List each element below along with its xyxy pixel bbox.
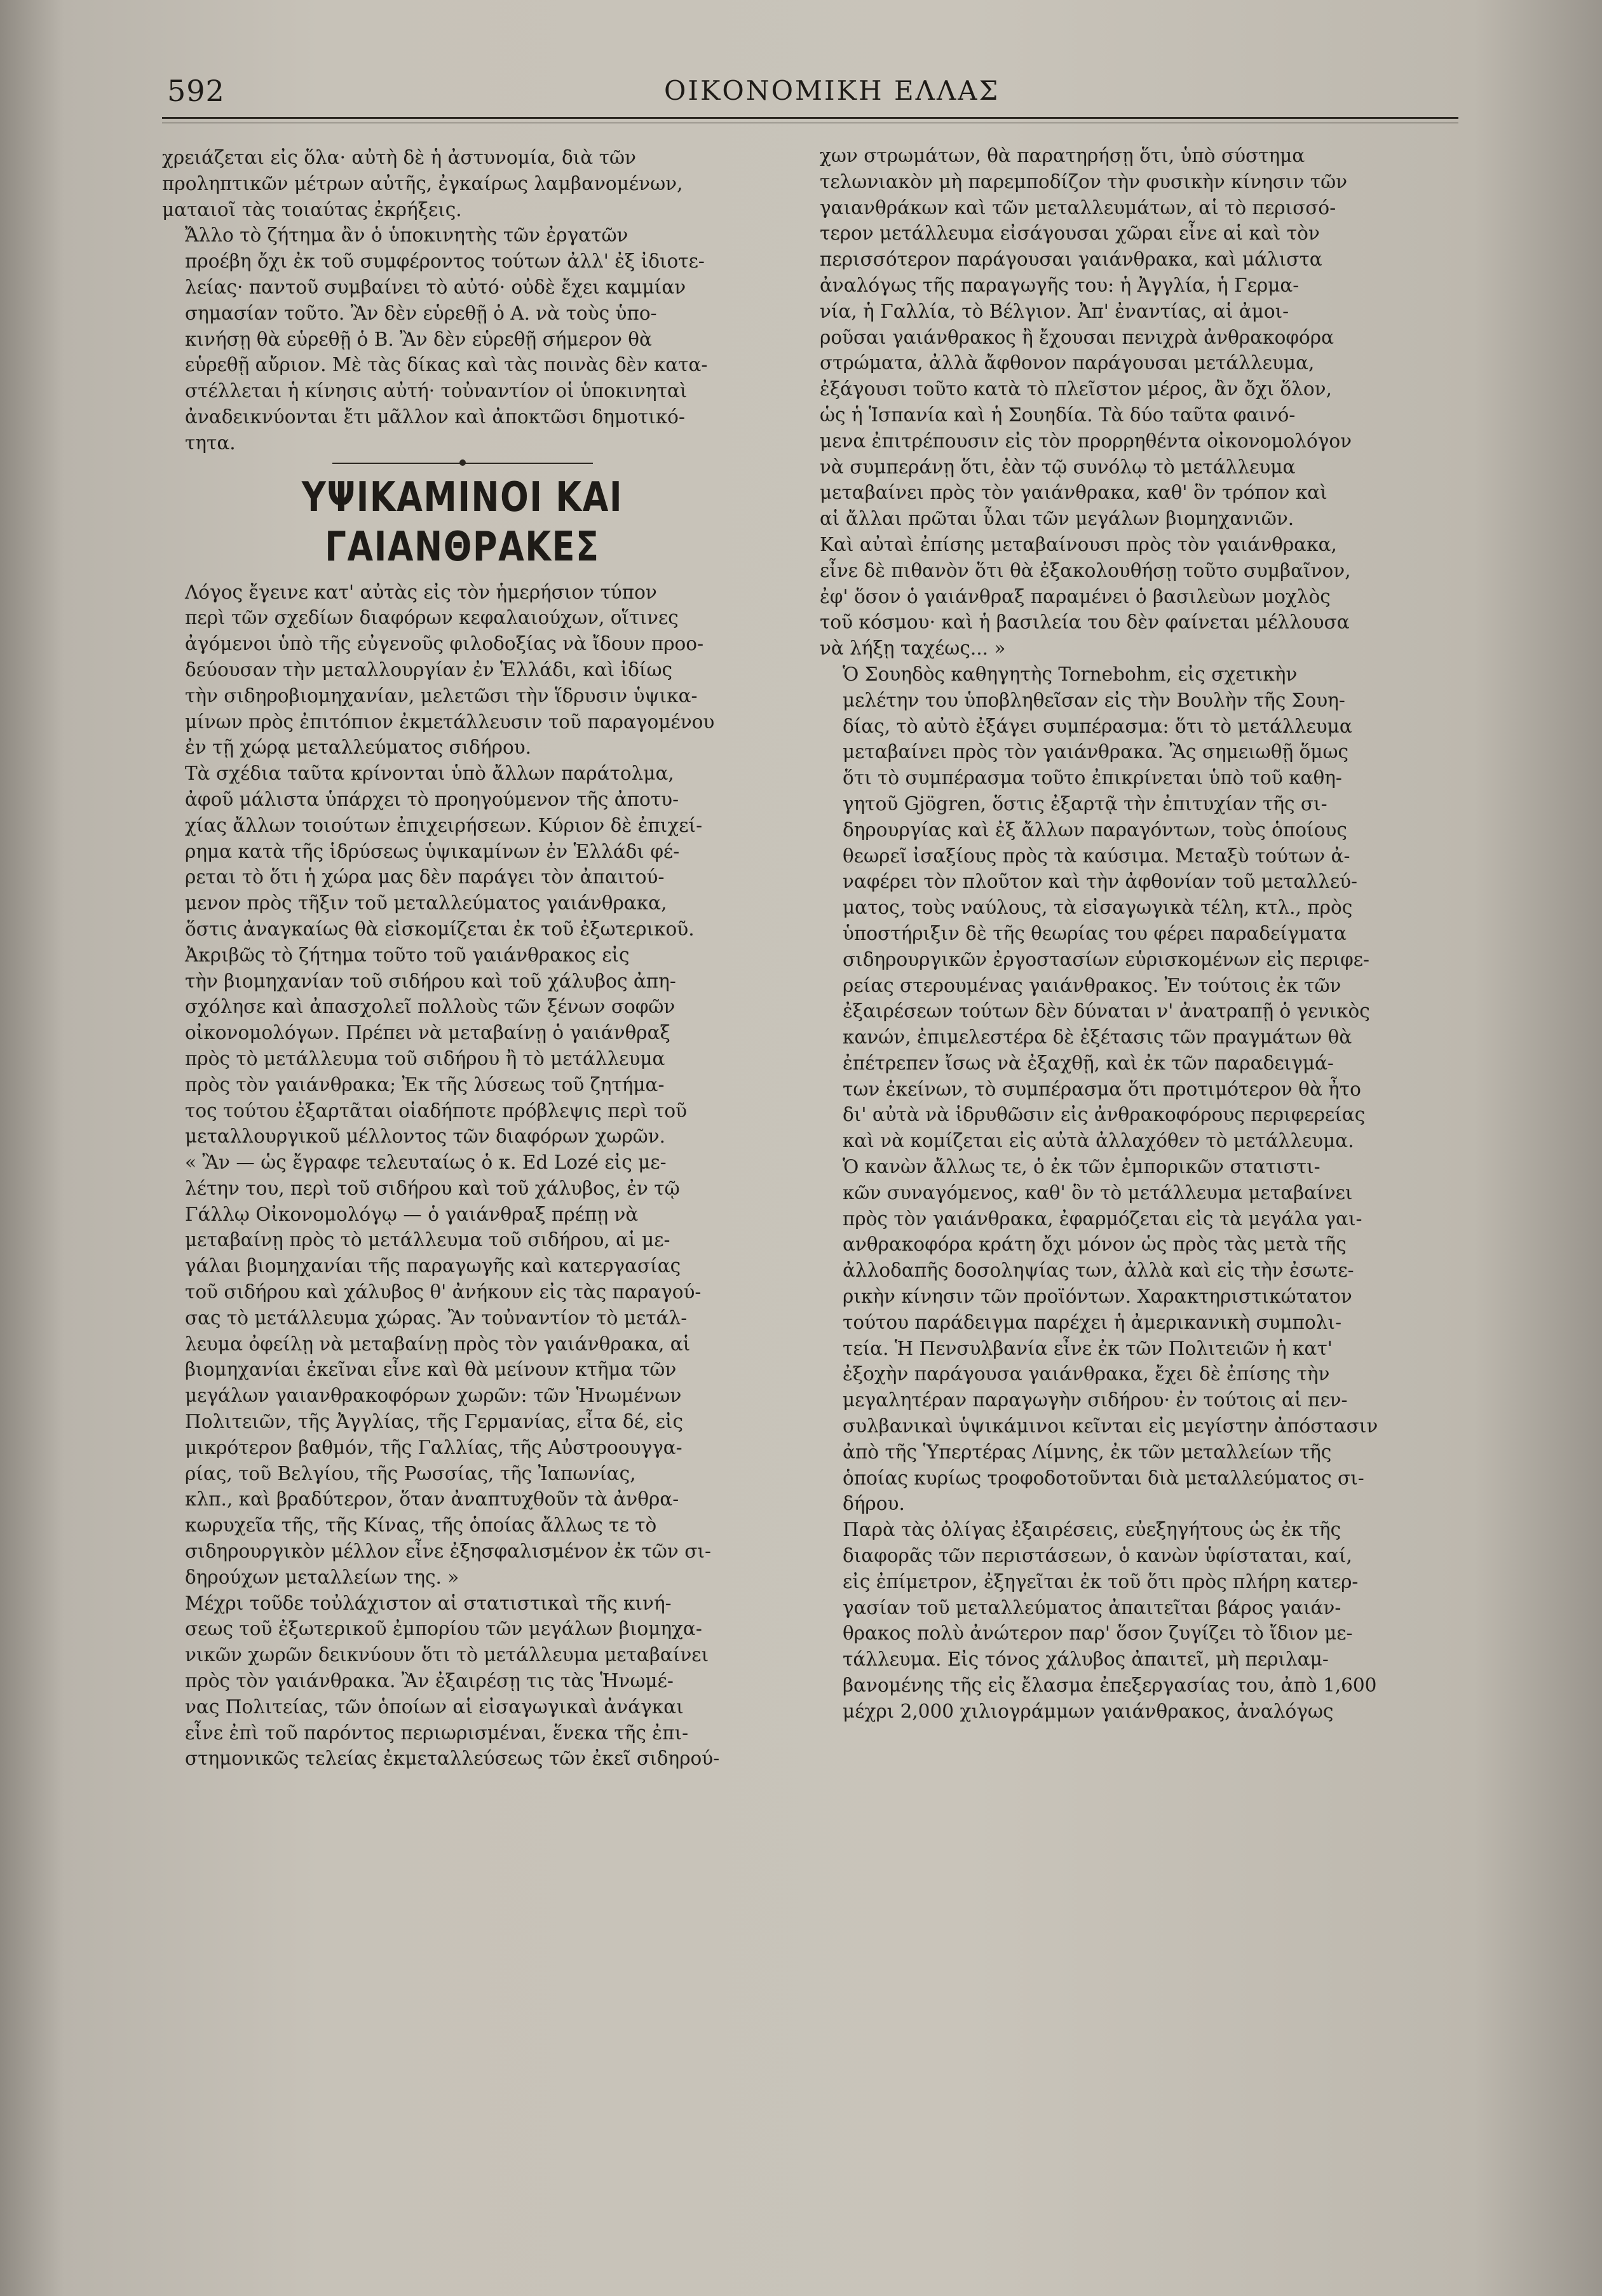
text-line: ὡς ἡ Ἱσπανία καὶ ἡ Σουηδία. Τὰ δύο ταῦτα φαινό-	[820, 404, 1296, 426]
text-line: τελωνιακὸν μὴ παρεμποδίζον τὴν φυσικὴν κίνησιν τῶν	[820, 170, 1348, 193]
text-line: δίας, τὸ αὐτὸ ἐξάγει συμπέρασμα: ὅτι τὸ μετάλλευμα	[843, 715, 1352, 737]
text-line: νὰ λήξῃ ταχέως... »	[820, 637, 1006, 660]
paragraph	[162, 942, 763, 1591]
text-line: ὁποίας κυρίως τροφοδοτοῦνται διὰ μεταλλεύματος σι-	[843, 1467, 1364, 1489]
text-line: ὅστις ἀναγκαίως θὰ εἰσκομίζεται ἐκ τοῦ ἐξωτερικοῦ.	[185, 918, 695, 940]
text-line: πρὸς τὸ μετάλλευμα τοῦ σιδήρου ἢ τὸ μετάλλευμα	[185, 1047, 665, 1070]
text-line: λευμα ὀφείλῃ νὰ μεταβαίνῃ πρὸς τὸν γαιάνθρακα, αἱ	[185, 1333, 691, 1355]
page-number: 592	[167, 74, 225, 108]
text-line: ροῦσαι γαιάνθρακος ἢ ἔχουσαι πενιχρὰ ἀνθρακοφόρα	[820, 326, 1334, 348]
text-line: περὶ τῶν σχεδίων διαφόρων κεφαλαιούχων, οἵτινες	[185, 607, 679, 629]
text-line: ἐξαιρέσεων τούτων δὲν δύναται ν' ἀνατραπῇ ὁ γενικὸς	[843, 1000, 1370, 1022]
text-line: πρὸς τὸν γαιάνθρακα; Ἐκ τῆς λύσεως τοῦ ζητήμα-	[185, 1073, 665, 1096]
text-line: τητα.	[185, 431, 236, 454]
text-line: ρείας στερουμένας γαιάνθρακος. Ἐν τούτοις ἐκ τῶν	[843, 974, 1341, 996]
text-line: κωρυχεῖα τῆς, τῆς Κίνας, τῆς ὁποίας ἄλλως τε τὸ	[185, 1514, 657, 1537]
text-line: χων στρωμάτων, θὰ παρατηρήσῃ ὅτι, ὑπὸ σύστημα	[820, 145, 1305, 166]
text-line: σιδηρουργικῶν ἐργοστασίων εὑρισκομένων εἰς περιφε-	[843, 948, 1369, 970]
text-line: μεγαλητέραν παραγωγὴν σιδήρου· ἐν τούτοις αἱ πεν-	[843, 1389, 1348, 1411]
text-line: μενα ἐπιτρέπουσιν εἰς τὸν προρρηθέντα οἰκονομολόγον	[820, 430, 1352, 452]
text-line: ἐπέτρεπεν ἴσως νὰ ἐξαχθῇ, καὶ ἐκ τῶν παραδειγμά-	[843, 1052, 1334, 1074]
text-line: ἐξοχὴν παράγουσα γαιάνθρακα, ἔχει δὲ ἐπίσης τὴν	[843, 1363, 1330, 1385]
running-title: ΟΙΚΟΝΟΜΙΚΗ ΕΛΛΑΣ	[664, 75, 1000, 106]
text-line: Μέχρι τοῦδε τοὐλάχιστον αἱ στατιστικαὶ τῆς κινή-	[185, 1592, 672, 1614]
paragraph	[162, 761, 763, 942]
text-line: μεταβαίνει πρὸς τὸν γαιάνθρακα, καθ' ὃν τρόπον καὶ	[820, 482, 1327, 504]
text-line: χρειάζεται εἰς ὅλα· αὐτὴ δὲ ἡ ἀστυνομία, διὰ τῶν	[162, 147, 636, 168]
text-line: θρακος πολὺ ἀνώτερον παρ' ὅσον ζυγίζει τὸ ἴδιον με-	[843, 1622, 1353, 1645]
text-line: των ἐκείνων, τὸ συμπέρασμα ὅτι προτιμότερον θὰ ἦτο	[843, 1078, 1361, 1100]
text-line: τὴν βιομηχανίαν τοῦ σιδήρου καὶ τοῦ χάλυβος ἀπη-	[185, 970, 676, 992]
text-line: δήρου.	[843, 1493, 905, 1515]
text-line: στέλλεται ἡ κίνησις αὐτή· τοὐναντίον οἱ ὑποκινηταὶ	[185, 380, 688, 402]
text-line: διαφορᾶς τῶν περιστάσεων, ὁ κανὼν ὑφίσταται, καί,	[843, 1545, 1352, 1567]
page-header	[162, 69, 1458, 113]
text-line: βιομηχανίαι ἐκεῖναι εἶνε καὶ θὰ μείνουν κτῆμα τῶν	[185, 1359, 677, 1381]
text-line: σιδηρουργικὸν μέλλον εἶνε ἐξησφαλισμένον ἐκ τῶν σι-	[185, 1540, 711, 1563]
text-line: δηρούχων μεταλλείων της. »	[185, 1566, 459, 1588]
text-line: ἀναδεικνύονται ἔτι μᾶλλον καὶ ἀποκτῶσι δημοτικό-	[185, 405, 685, 428]
text-line: καὶ νὰ κομίζεται εἰς αὐτὰ ἀλλαχόθεν τὸ μετάλλευμα.	[843, 1130, 1354, 1152]
text-line: ἐν τῇ χώρᾳ μεταλλεύματος σιδήρου.	[185, 737, 532, 759]
paragraph	[162, 1591, 763, 1772]
text-line: στημονικῶς τελείας ἐκμεταλλεύσεως τῶν ἐκεῖ σιδηρού-	[185, 1748, 720, 1770]
text-line: γαιανθράκων καὶ τῶν μεταλλευμάτων, αἱ τὸ περισσό-	[820, 196, 1336, 219]
text-line: Ὁ Σουηδὸς καθηγητὴς Tornebohm, εἰς σχετικὴν	[843, 663, 1298, 685]
paragraph	[820, 1517, 1455, 1724]
text-line: αἱ ἄλλαι πρῶται ὗλαι τῶν μεγάλων βιομηχανιῶν.	[820, 508, 1294, 530]
text-line: τούτου παράδειγμα παρέχει ἡ ἀμερικανικὴ συμπολι-	[843, 1311, 1342, 1333]
text-line: Ἀκριβῶς τὸ ζήτημα τοῦτο τοῦ γαιάνθρακος εἰς	[185, 944, 630, 966]
divider-dot	[459, 459, 466, 466]
text-line: χίας ἄλλων τοιούτων ἐπιχειρήσεων. Κύριον δὲ ἐπιχεί-	[185, 814, 703, 836]
text-line: μελέτην του ὑποβληθεῖσαν εἰς τὴν Βουλὴν τῆς Σουη-	[843, 689, 1345, 711]
text-line: περισσότερον παράγουσαι γαιάνθρακα, καὶ μάλιστα	[820, 248, 1322, 271]
text-line: μεταλλουργικοῦ μέλλοντος τῶν διαφόρων χωρῶν.	[185, 1125, 666, 1148]
text-line: τὴν σιδηροβιομηχανίαν, μελετῶσι τὴν ἵδρυσιν ὑψικα-	[185, 684, 698, 707]
header-rule	[162, 117, 1458, 119]
text-line: ὑποστήριξιν δὲ τῆς θεωρίας του φέρει παραδείγματα	[843, 922, 1347, 944]
text-line: δηρουργίας καὶ ἐξ ἄλλων παραγόντων, τοὺς ὁποίους	[843, 819, 1347, 841]
text-line: μεταβαίνει πρὸς τὸν γαιάνθρακα. Ἂς σημειωθῇ ὅμως	[843, 741, 1349, 763]
paragraph	[820, 1154, 1455, 1517]
text-line: γασίαν τοῦ μεταλλεύματος ἀπαιτεῖται βάρος γαιάν-	[843, 1596, 1341, 1619]
text-line: ἀπὸ τῆς Ὑπερτέρας Λίμνης, ἐκ τῶν μεταλλείων τῆς	[843, 1441, 1332, 1463]
paragraph	[162, 580, 763, 761]
text-line: οἰκονομολόγων. Πρέπει νὰ μεταβαίνῃ ὁ γαιάνθραξ	[185, 1022, 670, 1044]
text-line: δι' αὐτὰ νὰ ἱδρυθῶσιν εἰς ἀνθρακοφόρους περιφερείας	[843, 1104, 1366, 1126]
text-line: γάλαι βιομηχανίαι τῆς παραγωγῆς καὶ κατεργασίας	[185, 1255, 681, 1277]
paragraph	[820, 143, 1455, 662]
text-line: μίνων πρὸς ἐπιτόπιον ἐκμετάλλευσιν τοῦ παραγομένου	[185, 710, 715, 733]
text-line: δεύουσαν τὴν μεταλλουργίαν ἐν Ἑλλάδι, καὶ ἰδίως	[185, 658, 673, 681]
text-line: Παρὰ τὰς ὀλίγας ἐξαιρέσεις, εὐεξηγήτους ὡς ἐκ τῆς	[843, 1519, 1341, 1541]
text-line: Γάλλῳ Οἰκονομολόγῳ — ὁ γαιάνθραξ πρέπῃ νὰ	[185, 1203, 639, 1225]
text-line: γητοῦ Gjögren, ὅστις ἐξαρτᾷ τὴν ἐπιτυχίαν τῆς σι-	[843, 792, 1327, 815]
text-line: νία, ἡ Γαλλία, τὸ Βέλγιον. Ἀπ' ἐναντίας, αἱ ἀμοι-	[820, 300, 1289, 322]
left-column	[162, 145, 763, 1772]
section-title: ΥΨΙΚΑΜΙΝΟΙ ΚΑΙ ΓΑΙΑΝΘΡΑΚΕΣ	[301, 473, 623, 571]
text-line: στρώματα, ἀλλὰ ἄφθονον παράγουσαι μετάλλευμα,	[820, 352, 1315, 374]
text-line: ναφέρει τὸν πλοῦτον καὶ τὴν ἀφθονίαν τοῦ μεταλλεύ-	[843, 871, 1358, 893]
text-line: λέτην του, περὶ τοῦ σιδήρου καὶ τοῦ χάλυβος, ἐν τῷ	[185, 1177, 680, 1199]
text-line: νὰ συμπεράνῃ ὅτι, ἐὰν τῷ συνόλῳ τὸ μετάλλευμα	[820, 456, 1296, 478]
section-divider	[332, 463, 593, 464]
text-line: ἀλλοδαπῆς δοσοληψίας των, ἀλλὰ καὶ εἰς τὴν ἐσωτε-	[843, 1260, 1354, 1282]
text-line: ρημα κατὰ τῆς ἱδρύσεως ὑψικαμίνων ἐν Ἑλλάδι φέ-	[185, 840, 680, 862]
text-line: μεγάλων γαιανθρακοφόρων χωρῶν: τῶν Ἡνωμένων	[185, 1385, 682, 1407]
text-line: κλπ., καὶ βραδύτερον, ὅταν ἀναπτυχθοῦν τὰ ἀνθρα-	[185, 1488, 679, 1511]
text-line: τος τούτου ἐξαρτᾶται οἱαδήποτε πρόβλεψις περὶ τοῦ	[185, 1099, 688, 1122]
text-line: σεως τοῦ ἐξωτερικοῦ ἐμπορίου τῶν μεγάλων βιομηχα-	[185, 1618, 702, 1640]
text-line: ρίας, τοῦ Βελγίου, τῆς Ρωσσίας, τῆς Ἰαπωνίας,	[185, 1462, 636, 1484]
text-line: Τὰ σχέδια ταῦτα κρίνονται ὑπὸ ἄλλων παράτολμα,	[185, 763, 674, 785]
text-line: Ὁ κανὼν ἄλλως τε, ὁ ἐκ τῶν ἐμπορικῶν στατιστι-	[843, 1156, 1320, 1178]
text-line: ἐξάγουσι τοῦτο κατὰ τὸ πλεῖστον μέρος, ἂν ὄχι ὅλον,	[820, 378, 1332, 400]
text-line: ανθρακοφόρα κράτη ὄχι μόνον ὡς πρὸς τὰς μετὰ τῆς	[843, 1233, 1347, 1256]
text-line: τοῦ κόσμου· καὶ ἡ βασιλεία του δὲν φαίνεται μέλλουσα	[820, 611, 1350, 634]
text-line: Πολιτειῶν, τῆς Ἀγγλίας, τῆς Γερμανίας, εἶτα δέ, εἰς	[185, 1411, 683, 1433]
text-line: ματαιοῖ τὰς τοιαύτας ἐκρήξεις.	[162, 198, 462, 221]
text-line: ἀφοῦ μάλιστα ὑπάρχει τὸ προηγούμενον τῆς ἀποτυ-	[185, 788, 679, 810]
text-line: μεταβαίνῃ πρὸς τὸ μετάλλευμα τοῦ σιδήρου, αἱ με-	[185, 1229, 670, 1251]
text-line: πρὸς τὸν γαιάνθρακα. Ἂν ἐξαιρέσῃ τις τὰς Ἡνωμέ-	[185, 1670, 674, 1692]
text-line: μέχρι 2,000 χιλιογράμμων γαιάνθρακος, ἀναλόγως	[843, 1700, 1334, 1722]
paragraph	[162, 222, 763, 456]
text-line: εἰς ἐπίμετρον, ἐξηγεῖται ἐκ τοῦ ὅτι πρὸς πλήρη κατερ-	[843, 1570, 1359, 1593]
text-line: προέβη ὄχι ἐκ τοῦ συμφέροντος τούτων ἀλλ' ἐξ ἰδιοτε-	[185, 250, 705, 273]
paragraph	[820, 662, 1455, 1154]
text-line: σχόλησε καὶ ἀπασχολεῖ πολλοὺς τῶν ξένων σοφῶν	[185, 996, 675, 1018]
text-line: ρικὴν κίνησιν τῶν προϊόντων. Χαρακτηριστικώτατον	[843, 1286, 1352, 1308]
text-line: ἀγόμενοι ὑπὸ τῆς εὐγενοῦς φιλοδοξίας νὰ ἴδουν προο-	[185, 633, 704, 655]
text-line: « Ἂν — ὡς ἔγραφε τελευταίως ὁ κ. Ed Lozé εἰς με-	[185, 1151, 667, 1174]
text-line: τεία. Ἡ Πενσυλβανία εἶνε ἐκ τῶν Πολιτειῶν ἡ κατ'	[843, 1337, 1333, 1359]
text-line: ἐφ' ὅσον ὁ γαιάνθραξ παραμένει ὁ βασιλεὺων μοχλὸς	[820, 585, 1331, 608]
text-line: βανομένης τῆς εἰς ἔλασμα ἐπεξεργασίας του, ἀπὸ 1,600	[843, 1674, 1377, 1697]
text-line: εἶνε δὲ πιθανὸν ὅτι θὰ ἐξακολουθήσῃ τοῦτο συμβαῖνον,	[820, 559, 1351, 581]
text-line: κῶν συναγόμενος, καθ' ὃν τὸ μετάλλευμα μεταβαίνει	[843, 1181, 1353, 1204]
text-line: εἶνε ἐπὶ τοῦ παρόντος περιωρισμέναι, ἕνεκα τῆς ἐπι-	[185, 1722, 689, 1744]
text-line: συλβανικαὶ ὑψικάμινοι κεῖνται εἰς μεγίστην ἀπόστασιν	[843, 1415, 1378, 1437]
text-line: πρὸς τὸν γαιάνθρακα, ἐφαρμόζεται εἰς τὰ μεγάλα γαι-	[843, 1207, 1362, 1230]
text-line: μενον πρὸς τῆξιν τοῦ μεταλλεύματος γαιάνθρακα,	[185, 892, 667, 914]
paragraph	[162, 145, 763, 222]
text-line: νας Πολιτείας, τῶν ὁποίων αἱ εἰσαγωγικαὶ ἀνάγκαι	[185, 1695, 684, 1718]
text-line: σημασίαν τοῦτο. Ἂν δὲν εὑρεθῇ ὁ Α. νὰ τοὺς ὑπο-	[185, 302, 657, 324]
text-line: ρεται τὸ ὅτι ἡ χώρα μας δὲν παράγει τὸν ἀπαιτού-	[185, 866, 665, 888]
text-line: Καὶ αὐταὶ ἐπίσης μεταβαίνουσι πρὸς τὸν γαιάνθρακα,	[820, 533, 1337, 555]
text-line: λείας· παντοῦ συμβαίνει τὸ αὐτό· οὐδὲ ἔχει καμμίαν	[185, 276, 686, 298]
text-line: Ἄλλο τὸ ζήτημα ἂν ὁ ὑποκινητὴς τῶν ἐργατῶν	[185, 224, 628, 247]
text-line: προληπτικῶν μέτρων αὐτῆς, ἐγκαίρως λαμβανομένων,	[162, 172, 683, 194]
text-line: σας τὸ μετάλλευμα χώρας. Ἂν τοὐναντίον τὸ μετάλ-	[185, 1307, 688, 1329]
text-line: μικρότερον βαθμόν, τῆς Γαλλίας, τῆς Αὐστροουγγα-	[185, 1436, 682, 1458]
text-line: ὅτι τὸ συμπέρασμα τοῦτο ἐπικρίνεται ὑπὸ τοῦ καθη-	[843, 767, 1342, 789]
text-line: Λόγος ἔγεινε κατ' αὐτὰς εἰς τὸν ἡμερήσιον τύπον	[185, 581, 657, 603]
text-line: κινήσῃ θὰ εὑρεθῇ ὁ Β. Ἂν δὲν εὑρεθῇ σήμερον θὰ	[185, 328, 652, 350]
right-column	[820, 143, 1455, 1725]
text-line: τερον μετάλλευμα εἰσάγουσαι χῶραι εἶνε αἱ καὶ τὸν	[820, 222, 1320, 245]
text-line: ἀναλόγως τῆς παραγωγῆς του: ἡ Ἀγγλία, ἡ Γερμα-	[820, 274, 1300, 296]
text-line: νικῶν χωρῶν δεικνύουν ὅτι τὸ μετάλλευμα μεταβαίνει	[185, 1644, 709, 1666]
text-line: τάλλευμα. Εἰς τόνος χάλυβος ἀπαιτεῖ, μὴ περιλαμ-	[843, 1648, 1329, 1671]
text-line: ματος, τοὺς ναύλους, τὰ εἰσαγωγικὰ τέλη, κτλ., πρὸς	[843, 897, 1353, 919]
text-line: κανών, ἐπιμελεστέρα δὲ ἐξέτασις τῶν πραγμάτων θὰ	[843, 1026, 1352, 1049]
text-line: θεωρεῖ ἰσαξίους πρὸς τὰ καύσιμα. Μεταξὺ τούτων ἀ-	[843, 845, 1350, 867]
text-line: εὑρεθῇ αὔριον. Μὲ τὰς δίκας καὶ τὰς ποινὰς δὲν κατα-	[185, 354, 708, 376]
text-line: τοῦ σιδήρου καὶ χάλυβος θ' ἀνήκουν εἰς τὰς παραγού-	[185, 1281, 702, 1303]
